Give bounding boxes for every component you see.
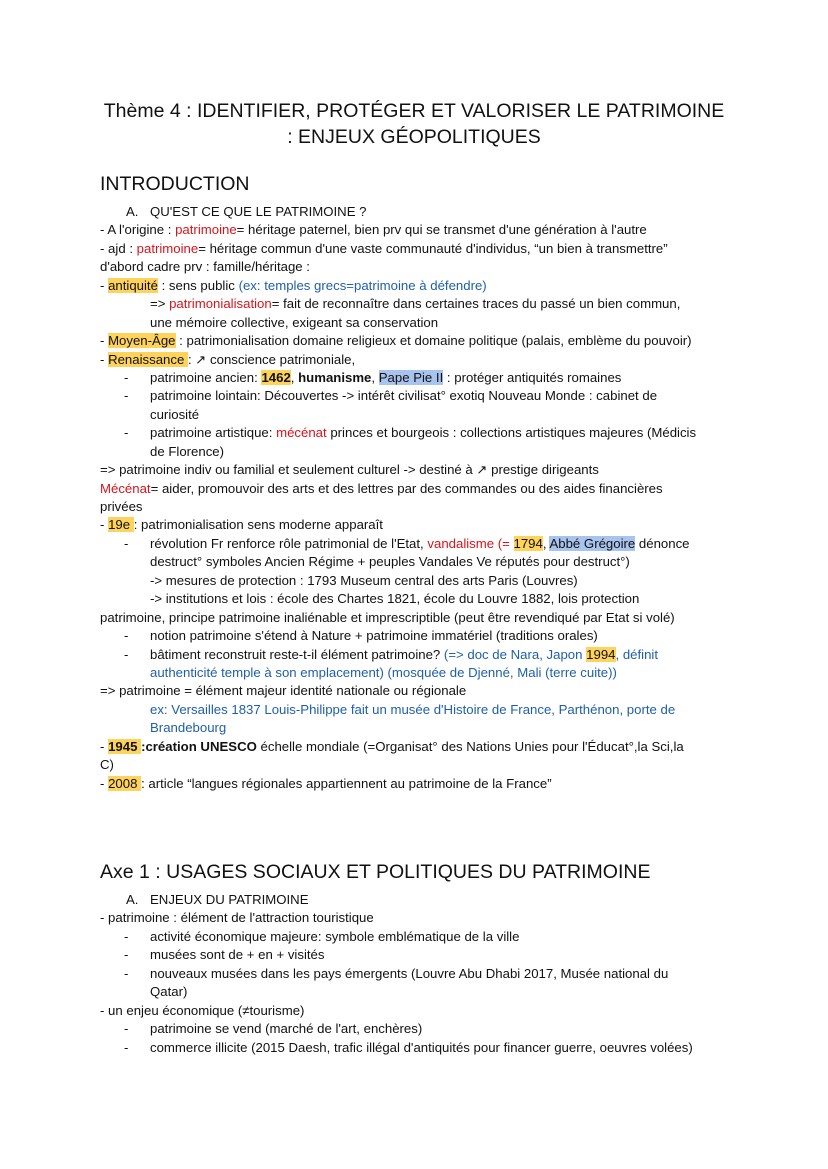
text-segment: - patrimoine : élément de l'attraction touristique (100, 910, 374, 926)
text-segment: princes et bourgeois : collections artistiques majeures (Médicis (326, 425, 697, 441)
text-segment: commerce illicite (2015 Daesh, trafic illégal d'antiquités pour financer guerre, oeuvres volées) (150, 1039, 693, 1055)
text-segment: patrimoine se vend (marché de l'art, enchères) (150, 1021, 423, 1037)
line-text (100, 609, 675, 627)
text-line (100, 946, 740, 964)
text-segment: activité économique majeure: symbole emblématique de la ville (150, 928, 520, 944)
highlighted-text: 1462 (261, 369, 291, 385)
text-segment: - (100, 351, 109, 367)
highlighted-text: 19e (108, 517, 134, 533)
line-text (150, 369, 621, 387)
text-line (100, 738, 740, 756)
text-line (100, 572, 740, 590)
text-segment: patrimoine, principe patrimoine inaliénable et imprescriptible (peut être revendiqué par Etat si volé) (100, 609, 675, 625)
term-text: patrimoine (175, 222, 237, 238)
bullet-dash: - (124, 535, 129, 551)
text-line (100, 1002, 740, 1020)
text-segment: patrimoine ancien: (150, 369, 262, 385)
highlighted-text: Moyen-Âge (108, 333, 176, 349)
line-text (150, 627, 598, 645)
line-text (100, 682, 466, 700)
subsection-heading (100, 891, 740, 909)
text-line (100, 775, 740, 793)
text-line (100, 701, 740, 719)
axe1-heading: Axe 1 : USAGES SOCIAUX ET POLITIQUES DU PATRIMOINE (100, 861, 651, 883)
bullet-dash: - (124, 1039, 129, 1055)
line-text (150, 203, 367, 221)
subsection-heading (100, 203, 740, 221)
text-segment: : sens public (157, 277, 239, 293)
text-segment: = aider, promouvoir des arts et des lettres par des commandes ou des aides financières (150, 480, 663, 496)
text-segment: : article “langues régionales appartiennent au patrimoine de la France” (141, 775, 552, 791)
text-segment: : protéger antiquités romaines (443, 369, 622, 385)
highlighted-text: 2008 (108, 775, 142, 791)
line-text (100, 775, 552, 793)
line-text (150, 443, 224, 461)
text-line (100, 983, 740, 1001)
text-segment: - (100, 738, 109, 754)
line-text (100, 756, 114, 774)
text-line (100, 406, 740, 424)
text-segment: de Florence) (150, 443, 225, 459)
line-text (150, 928, 519, 946)
text-segment: => (150, 296, 170, 312)
example-text: ex: Versailles 1837 Louis-Philippe fait un musée d'Histoire de France, Parthénon, porte de (150, 701, 676, 717)
term-text: patrimonialisation (169, 296, 272, 312)
bullet-dash: - (124, 425, 129, 441)
text-line (100, 295, 740, 313)
example-text: , définit (615, 646, 659, 662)
line-text (100, 1002, 304, 1020)
text-segment: - (100, 517, 109, 533)
text-line (100, 965, 740, 983)
text-line (100, 627, 740, 645)
highlighted-text: antiquité (108, 277, 158, 293)
line-text (100, 258, 310, 276)
line-text (100, 221, 647, 239)
line-text (150, 387, 657, 405)
text-line (100, 387, 740, 405)
text-segment: d'abord cadre prv : famille/héritage : (100, 259, 310, 275)
text-segment: nouveaux musées dans les pays émergents (Louvre Abu Dhabi 2017, Musée national du (150, 965, 669, 981)
line-text (150, 553, 630, 571)
line-text (150, 406, 199, 424)
text-line (100, 369, 740, 387)
text-segment: = héritage commun d'une vaste communauté d'individus, “un bien à transmettre” (198, 240, 668, 256)
bullet-dash: - (124, 646, 129, 662)
text-segment: - (100, 333, 109, 349)
line-text (150, 891, 309, 909)
document-title (0, 98, 828, 150)
text-line (100, 1039, 740, 1057)
text-segment: - A l'origine : (100, 222, 176, 238)
line-text (150, 965, 668, 983)
line-text (150, 701, 675, 719)
text-line (100, 553, 740, 571)
example-text: (ex: temples grecs=patrimoine à défendre) (238, 277, 487, 293)
highlighted-text: 1945 (108, 738, 142, 754)
line-text (150, 314, 438, 332)
text-line (100, 240, 740, 258)
line-text (150, 424, 696, 442)
line-text (150, 983, 187, 1001)
text-line (100, 221, 740, 239)
text-segment: -> institutions et lois : école des Chartes 1821, école du Louvre 1882, lois protection (150, 591, 640, 607)
bullet-dash: - (124, 965, 129, 981)
line-text (150, 535, 690, 553)
bullet-dash: - (124, 628, 129, 644)
term-text: Mécénat (100, 480, 151, 496)
highlighted-text: Abbé Grégoire (549, 535, 636, 551)
text-segment: => patrimoine = élément majeur identité nationale ou régionale (100, 683, 467, 699)
line-text (150, 295, 680, 313)
line-text (100, 351, 355, 369)
text-segment: notion patrimoine s'étend à Nature + patrimoine immatériel (traditions orales) (150, 628, 598, 644)
text-line (100, 314, 740, 332)
title-line-2: : ENJEUX GÉOPOLITIQUES (287, 126, 541, 148)
text-line (100, 516, 740, 534)
text-segment: :création UNESCO (141, 738, 257, 754)
text-line (100, 535, 740, 553)
text-segment: musées sont de + en + visités (150, 947, 325, 963)
text-segment: - (100, 277, 109, 293)
text-segment: , (290, 369, 299, 385)
highlighted-text: Renaissance (108, 351, 188, 367)
text-line (100, 928, 740, 946)
text-segment: patrimoine lointain: Découvertes -> intérêt civilisat° exotiq Nouveau Monde : cabinet de (150, 388, 658, 404)
text-segment: QU'EST CE QUE LE PATRIMOINE ? (150, 204, 367, 219)
text-line (100, 609, 740, 627)
bullet-dash: - (124, 369, 129, 385)
text-segment: : patrimonialisation domaine religieux et domaine politique (palais, emblème du pouvoir) (175, 333, 692, 349)
text-segment: privées (100, 499, 143, 514)
text-line (100, 1020, 740, 1038)
line-text (150, 1020, 422, 1038)
text-line (100, 646, 740, 664)
line-text (100, 240, 668, 258)
line-text (150, 946, 324, 964)
term-text: patrimoine (136, 240, 199, 256)
line-text (150, 1039, 693, 1057)
line-text (100, 516, 383, 534)
text-segment: : ↗ conscience patrimoniale, (187, 351, 356, 367)
text-segment: - ajd : (100, 240, 137, 256)
text-line (100, 351, 740, 369)
text-segment: - un enjeu économique (≠tourisme) (100, 1002, 305, 1018)
line-text (100, 480, 663, 498)
text-segment: bâtiment reconstruit reste-t-il élément patrimoine? (150, 646, 444, 662)
text-line (100, 682, 740, 700)
list-letter: A. (126, 204, 139, 219)
text-segment: , (371, 369, 379, 385)
line-text (150, 646, 658, 664)
text-segment: Qatar) (150, 984, 188, 1000)
highlighted-text: 1994 (586, 646, 616, 662)
text-line (100, 461, 740, 479)
text-line (100, 443, 740, 461)
line-text (100, 909, 374, 927)
highlighted-text: Pape Pie II (378, 369, 444, 385)
line-text (150, 719, 226, 737)
text-segment: dénonce (635, 535, 690, 551)
text-line (100, 664, 740, 682)
term-text: mécénat (276, 425, 327, 441)
line-text (150, 590, 639, 608)
text-line (100, 756, 740, 774)
text-segment: - (100, 775, 109, 791)
text-line (100, 909, 740, 927)
axe1-section (100, 891, 740, 1057)
text-segment: échelle mondiale (=Organisat° des Nations Unies pour l'Éducat°,la Sci,la (256, 738, 684, 754)
example-text: Brandebourg (150, 720, 227, 736)
text-segment: = fait de reconnaître dans certaines traces du passé un bien commun, (271, 296, 681, 312)
line-text (150, 664, 617, 682)
text-line (100, 332, 740, 350)
bullet-dash: - (124, 947, 129, 963)
line-text (100, 332, 692, 350)
text-segment: C) (100, 757, 114, 773)
text-segment: curiosité (150, 406, 200, 422)
text-segment: : patrimonialisation sens moderne apparaît (133, 517, 383, 533)
text-segment: humanisme (298, 369, 372, 385)
list-letter: A. (126, 892, 139, 907)
term-text: vandalisme (= (427, 535, 514, 551)
line-text (100, 277, 487, 295)
line-text (150, 572, 578, 590)
bullet-dash: - (124, 928, 129, 944)
text-segment: = héritage paternel, bien prv qui se transmet d'une génération à l'autre (236, 222, 647, 238)
line-text (100, 498, 143, 516)
line-text (100, 461, 599, 479)
text-segment: destruct° symboles Ancien Régime + peuples Vandales Ve réputés pour destruct°) (150, 554, 630, 570)
example-text: (=> doc de Nara, Japon (443, 646, 587, 662)
text-segment: révolution Fr renforce rôle patrimonial de l'Etat, (150, 535, 428, 551)
bullet-dash: - (124, 388, 129, 404)
text-segment: , (542, 535, 550, 551)
text-segment: ENJEUX DU PATRIMOINE (150, 892, 309, 907)
text-line (100, 590, 740, 608)
text-segment: une mémoire collective, exigeant sa conservation (150, 314, 439, 330)
text-line (100, 498, 740, 516)
text-line (100, 258, 740, 276)
line-text (100, 738, 684, 756)
highlighted-text: 1794 (513, 535, 543, 551)
text-line (100, 480, 740, 498)
intro-section (100, 203, 740, 793)
title-line-1: Thème 4 : IDENTIFIER, PROTÉGER ET VALORISER LE PATRIMOINE (103, 100, 725, 122)
bullet-dash: - (124, 1021, 129, 1037)
text-segment: -> mesures de protection : 1793 Museum central des arts Paris (Louvres) (150, 572, 578, 588)
text-line (100, 719, 740, 737)
text-line (100, 277, 740, 295)
text-line (100, 424, 740, 442)
example-text: authenticité temple à son emplacement) (mosquée de Djenné, Mali (terre cuite)) (150, 664, 617, 680)
intro-heading: INTRODUCTION (100, 173, 250, 195)
text-segment: patrimoine artistique: (150, 425, 277, 441)
text-segment: => patrimoine indiv ou familial et seulement culturel -> destiné à ↗ prestige dirigeants (100, 462, 599, 478)
